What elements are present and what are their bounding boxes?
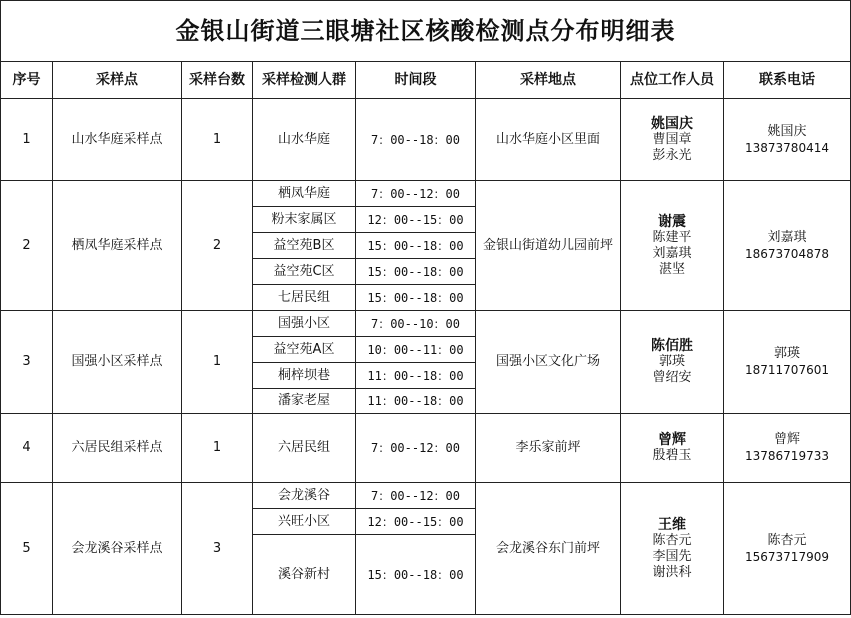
table-row bbox=[1, 414, 851, 483]
staff-lead: 谢震 bbox=[658, 213, 686, 230]
time-slot: 7：00--12：00 bbox=[356, 181, 476, 207]
site-name: 山水华庭采样点 bbox=[53, 99, 182, 181]
time-slot: 7：00--12：00 bbox=[356, 483, 476, 509]
group-name: 国强小区 bbox=[253, 311, 356, 337]
group-name: 益空苑C区 bbox=[253, 259, 356, 285]
contact-phone: 15673717909 bbox=[745, 549, 829, 564]
group-name: 桐梓坝巷 bbox=[253, 363, 356, 389]
group-name: 六居民组 bbox=[253, 414, 356, 483]
contact-phone: 13873780414 bbox=[745, 140, 829, 155]
staff-member: 曾绍安 bbox=[652, 370, 692, 385]
time-slot: 12：00--15：00 bbox=[356, 509, 476, 535]
contact-name: 曾辉 bbox=[773, 432, 800, 447]
staff-member: 郭瑛 bbox=[658, 354, 685, 369]
table-row bbox=[1, 483, 851, 509]
table-row bbox=[1, 99, 851, 181]
group-name: 栖凤华庭 bbox=[253, 181, 356, 207]
group-name: 会龙溪谷 bbox=[253, 483, 356, 509]
row-number: 2 bbox=[1, 181, 53, 311]
contact-name: 姚国庆 bbox=[767, 123, 807, 139]
contact-phone: 13786719733 bbox=[745, 449, 829, 463]
header-cell: 时间段 bbox=[356, 62, 476, 99]
header-cell: 采样台数 bbox=[182, 62, 253, 99]
group-name: 潘家老屋 bbox=[253, 389, 356, 414]
station-count: 1 bbox=[182, 311, 253, 414]
staff-lead: 姚国庆 bbox=[651, 115, 693, 132]
station-count: 1 bbox=[182, 99, 253, 181]
site-name: 六居民组采样点 bbox=[53, 414, 182, 483]
header-cell: 采样地点 bbox=[476, 62, 621, 99]
location: 李乐家前坪 bbox=[476, 414, 621, 483]
contact-cell bbox=[724, 99, 851, 181]
staff-member: 彭永光 bbox=[652, 147, 692, 163]
site-name: 栖凤华庭采样点 bbox=[53, 181, 182, 311]
contact-phone: 18711707601 bbox=[745, 363, 829, 377]
contact-cell bbox=[724, 414, 851, 483]
time-slot: 15：00--18：00 bbox=[356, 535, 476, 615]
contact-cell bbox=[724, 483, 851, 615]
table-row bbox=[1, 181, 851, 207]
group-name: 兴旺小区 bbox=[253, 509, 356, 535]
header-cell: 采样点 bbox=[53, 62, 182, 99]
header-cell: 联系电话 bbox=[724, 62, 851, 99]
location: 国强小区文化广场 bbox=[476, 311, 621, 414]
time-slot: 15：00--18：00 bbox=[356, 285, 476, 311]
contact-name: 郭瑛 bbox=[773, 346, 800, 361]
staff-lead: 王维 bbox=[658, 516, 686, 533]
staff-cell bbox=[621, 181, 724, 311]
time-slot: 7：00--18：00 bbox=[356, 99, 476, 181]
location: 金银山街道幼儿园前坪 bbox=[476, 181, 621, 311]
contact-name: 刘嘉琪 bbox=[767, 229, 807, 245]
group-name: 益空苑B区 bbox=[253, 233, 356, 259]
staff-member: 曹国章 bbox=[652, 131, 692, 147]
row-number: 3 bbox=[1, 311, 53, 414]
time-slot: 11：00--18：00 bbox=[356, 389, 476, 414]
time-slot: 12：00--15：00 bbox=[356, 207, 476, 233]
staff-cell bbox=[621, 99, 724, 181]
table-title: 金银山街道三眼塘社区核酸检测点分布明细表 bbox=[1, 1, 851, 62]
staff-member: 陈杏元 bbox=[652, 532, 692, 548]
staff-lead: 陈佰胜 bbox=[651, 338, 693, 354]
station-count: 2 bbox=[182, 181, 253, 311]
group-name: 益空苑A区 bbox=[253, 337, 356, 363]
contact-cell bbox=[724, 181, 851, 311]
location: 山水华庭小区里面 bbox=[476, 99, 621, 181]
staff-cell bbox=[621, 483, 724, 615]
site-name: 国强小区采样点 bbox=[53, 311, 182, 414]
staff-member: 湛坚 bbox=[658, 261, 685, 277]
row-number: 1 bbox=[1, 99, 53, 181]
group-name: 粉末家属区 bbox=[253, 207, 356, 233]
staff-member: 谢洪科 bbox=[652, 564, 692, 580]
header-cell: 序号 bbox=[1, 62, 53, 99]
staff-cell bbox=[621, 414, 724, 483]
time-slot: 10：00--11：00 bbox=[356, 337, 476, 363]
station-count: 3 bbox=[182, 483, 253, 615]
site-name: 会龙溪谷采样点 bbox=[53, 483, 182, 615]
staff-member: 殷碧玉 bbox=[652, 448, 692, 463]
time-slot: 7：00--10：00 bbox=[356, 311, 476, 337]
staff-member: 陈建平 bbox=[652, 229, 692, 245]
group-name: 溪谷新村 bbox=[253, 535, 356, 615]
header-cell: 点位工作人员 bbox=[621, 62, 724, 99]
row-number: 4 bbox=[1, 414, 53, 483]
header-row bbox=[1, 62, 851, 99]
table-row bbox=[1, 311, 851, 337]
time-slot: 15：00--18：00 bbox=[356, 233, 476, 259]
staff-lead: 曾辉 bbox=[658, 432, 686, 448]
staff-member: 李国先 bbox=[652, 548, 692, 564]
location: 会龙溪谷东门前坪 bbox=[476, 483, 621, 615]
time-slot: 7：00--12：00 bbox=[356, 414, 476, 483]
station-count: 1 bbox=[182, 414, 253, 483]
contact-name: 陈杏元 bbox=[767, 532, 807, 548]
staff-cell bbox=[621, 311, 724, 414]
header-cell: 采样检测人群 bbox=[253, 62, 356, 99]
contact-phone: 18673704878 bbox=[745, 246, 829, 261]
staff-member: 刘嘉琪 bbox=[652, 245, 692, 261]
group-name: 七居民组 bbox=[253, 285, 356, 311]
time-slot: 15：00--18：00 bbox=[356, 259, 476, 285]
group-name: 山水华庭 bbox=[253, 99, 356, 181]
time-slot: 11：00--18：00 bbox=[356, 363, 476, 389]
contact-cell bbox=[724, 311, 851, 414]
row-number: 5 bbox=[1, 483, 53, 615]
